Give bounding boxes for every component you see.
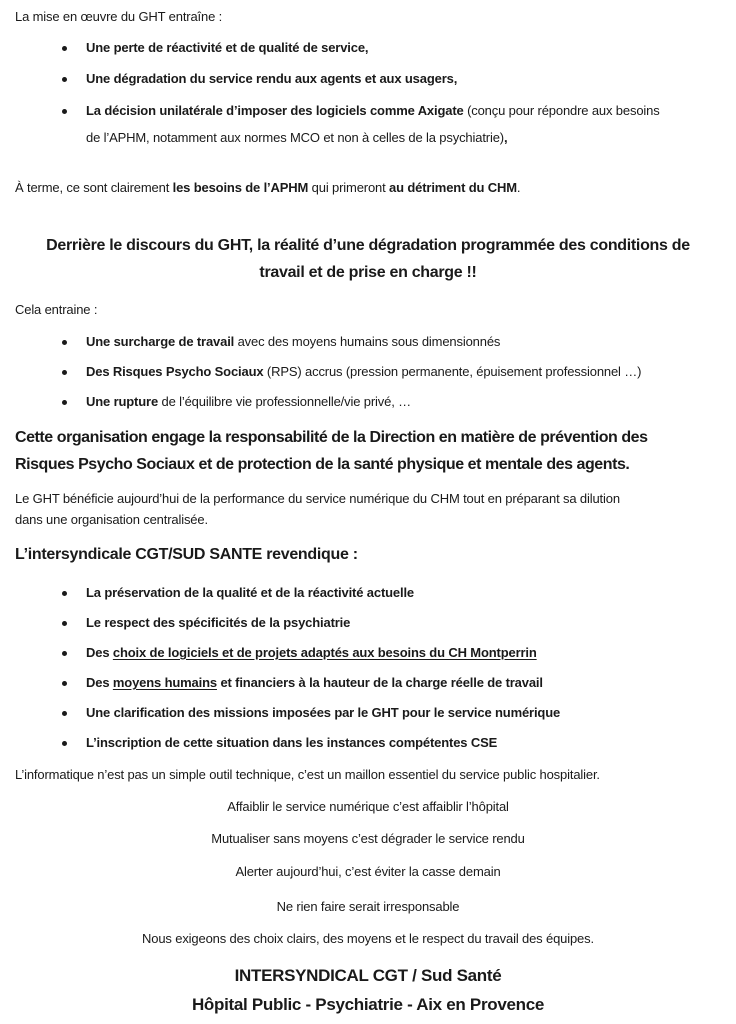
bold-text-run: au détriment du CHM	[389, 180, 517, 195]
text-run: de l’APHM, notamment aux normes MCO et non à celles de la psychiatrie)	[86, 130, 504, 145]
effect-item	[86, 394, 411, 410]
text-run: qui primeront	[308, 180, 390, 195]
bold-text-run: et financiers à la hauteur de la charge réelle de travail	[216, 675, 543, 690]
slogan: Mutualiser sans moyens c’est dégrader le service rendu	[211, 831, 525, 846]
demands-heading: L’intersyndicale CGT/SUD SANTE revendique :	[15, 546, 358, 563]
text-run: dans une organisation centralisée.	[15, 512, 208, 527]
consequence-item-continuation	[86, 130, 507, 146]
underlined-text-run: choix de logiciels et de projets adaptés aux besoins du CH Montperrin	[112, 645, 537, 660]
bold-text-run: Des	[86, 645, 113, 660]
bold-text-run: Des Risques Psycho Sociaux	[86, 364, 264, 379]
bullet-icon	[62, 621, 67, 626]
text-run: de l’équilibre vie professionnelle/vie privé, …	[158, 394, 411, 409]
signature-line-1: INTERSYNDICAL CGT / Sud Santé	[234, 966, 502, 985]
bold-text-run: Une surcharge de travail	[86, 334, 235, 349]
bold-text-run: les besoins de l’APHM	[172, 180, 309, 195]
bullet-icon	[62, 681, 67, 686]
text-run: Cela entraine :	[15, 302, 98, 317]
demand-item	[86, 615, 350, 631]
text-run: La mise en œuvre du GHT entraîne :	[15, 9, 223, 24]
effect-item	[86, 334, 500, 350]
bullet-icon	[62, 741, 67, 746]
text-run: À terme, ce sont clairement	[15, 180, 173, 195]
demand-item	[86, 675, 543, 691]
bold-text-run: Une perte de réactivité et de qualité de service,	[86, 40, 369, 55]
slogan: Affaiblir le service numérique c’est affaiblir l’hôpital	[227, 799, 509, 814]
bullet-icon	[62, 711, 67, 716]
bullet-icon	[62, 46, 67, 51]
consequence-item	[86, 40, 368, 56]
text-run: avec des moyens humains sous dimensionnés	[234, 334, 501, 349]
bullet-icon	[62, 591, 67, 596]
underlined-text-run: moyens humains	[112, 675, 217, 690]
bold-text-run: Le respect des spécificités de la psychiatrie	[86, 615, 351, 630]
bold-text-run: La préservation de la qualité et de la réactivité actuelle	[86, 585, 414, 600]
ght-paragraph-line-2	[15, 512, 208, 528]
consequence-item	[86, 103, 660, 119]
conclusion-text	[15, 180, 520, 196]
slogan: Alerter aujourd’hui, c’est éviter la casse demain	[235, 864, 501, 879]
demand-item	[86, 645, 537, 661]
bullet-icon	[62, 651, 67, 656]
bullet-icon	[62, 340, 67, 345]
text-run: (conçu pour répondre aux besoins	[463, 103, 660, 118]
text-run: L’informatique n’est pas un simple outil technique, c’est un maillon essentiel du service public hospitalier.	[15, 767, 600, 782]
demand-item	[86, 705, 560, 721]
bold-text-run: Une dégradation du service rendu aux agents et aux usagers,	[86, 71, 458, 86]
statement-text	[15, 767, 600, 783]
slogan: Nous exigeons des choix clairs, des moyens et le respect du travail des équipes.	[142, 931, 594, 946]
demand-item	[86, 585, 414, 601]
text-run: Le GHT bénéficie aujourd’hui de la performance du service numérique du CHM tout en préparant sa dilution	[15, 491, 620, 506]
effects-intro	[15, 302, 97, 318]
heading-responsibility-line-2: Risques Psycho Sociaux et de protection de la santé physique et mentale des agents.	[15, 456, 630, 473]
bullet-icon	[62, 77, 67, 82]
text-run: .	[516, 180, 521, 195]
bold-text-run: La décision unilatérale d’imposer des logiciels comme Axigate	[86, 103, 464, 118]
signature-line-2: Hôpital Public - Psychiatrie - Aix en Provence	[191, 995, 545, 1014]
heading-degradation-line-1: Derrière le discours du GHT, la réalité d’une dégradation programmée des conditions de	[46, 237, 690, 254]
effect-item	[86, 364, 641, 380]
consequence-item	[86, 71, 457, 87]
slogan: Ne rien faire serait irresponsable	[276, 899, 460, 914]
bold-text-run: ,	[503, 130, 508, 145]
ght-paragraph-line-1	[15, 491, 620, 507]
text-run: (RPS) accrus (pression permanente, épuisement professionnel …)	[263, 364, 642, 379]
bullet-icon	[62, 370, 67, 375]
heading-responsibility-line-1: Cette organisation engage la responsabilité de la Direction en matière de prévention des	[15, 429, 648, 446]
bold-text-run: Des	[86, 675, 113, 690]
heading-degradation-line-2: travail et de prise en charge !!	[259, 264, 477, 281]
bold-text-run: Une clarification des missions imposées par le GHT pour le service numérique	[86, 705, 561, 720]
intro-text	[15, 9, 222, 25]
bullet-icon	[62, 109, 67, 114]
bold-text-run: Une rupture	[86, 394, 159, 409]
demand-item	[86, 735, 497, 751]
bold-text-run: L’inscription de cette situation dans les instances compétentes CSE	[86, 735, 498, 750]
bullet-icon	[62, 400, 67, 405]
